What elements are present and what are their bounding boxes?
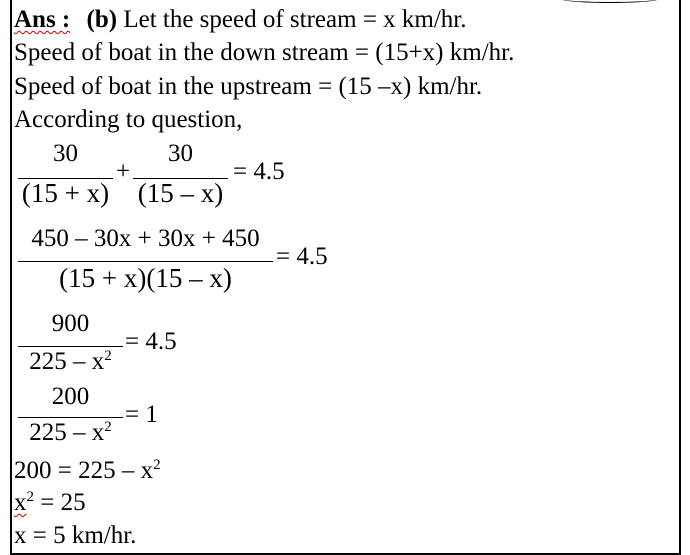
eq3-rhs: = 4.5 bbox=[125, 328, 177, 355]
line-downstream: Speed of boat in the down stream = (15+x) km/hr. bbox=[14, 39, 515, 66]
eq3-numerator: 900 bbox=[51, 310, 90, 337]
line-upstream: Speed of boat in the upstream = (15 –x) km/hr. bbox=[14, 73, 483, 100]
eq3-denominator: $225 - x^2$ bbox=[29, 348, 112, 375]
answer-option: (b) bbox=[86, 6, 118, 33]
eq1-denominator-b: (15 – x) bbox=[137, 178, 224, 208]
eq2-fraction-bar bbox=[18, 261, 273, 262]
line1-text: Let the speed of stream = x km/hr. bbox=[123, 6, 467, 33]
answer-label: Ans : bbox=[14, 6, 71, 33]
line-200-equals: $200 = 225 - x^2$ bbox=[14, 457, 161, 484]
eq1-numerator-a: 30 bbox=[53, 140, 78, 167]
eq4-numerator: 200 bbox=[51, 383, 90, 410]
eq4-fraction-bar bbox=[18, 417, 123, 418]
eq1-denominator-a: (15 + x) bbox=[21, 178, 110, 208]
line-speed-of-stream bbox=[14, 5, 467, 35]
eq1-numerator-b: 30 bbox=[168, 140, 193, 167]
eq2-denominator: (15 + x)(15 – x) bbox=[59, 263, 232, 293]
eq2-numerator: 450 – 30x + 30x + 450 bbox=[31, 225, 260, 252]
eq1-rhs: = 4.5 bbox=[233, 158, 285, 185]
line-x-squared: $x^2 = 25$ bbox=[14, 489, 86, 516]
eq1-plus: + bbox=[116, 158, 131, 185]
eq3-fraction-bar bbox=[18, 346, 123, 347]
eq2-rhs: = 4.5 bbox=[276, 243, 328, 270]
eq4-denominator: $225 - x^2$ bbox=[29, 419, 112, 446]
eq4-rhs: = 1 bbox=[125, 401, 158, 428]
line-according: According to question, bbox=[14, 106, 243, 133]
line-answer: x = 5 km/hr. bbox=[14, 522, 137, 549]
